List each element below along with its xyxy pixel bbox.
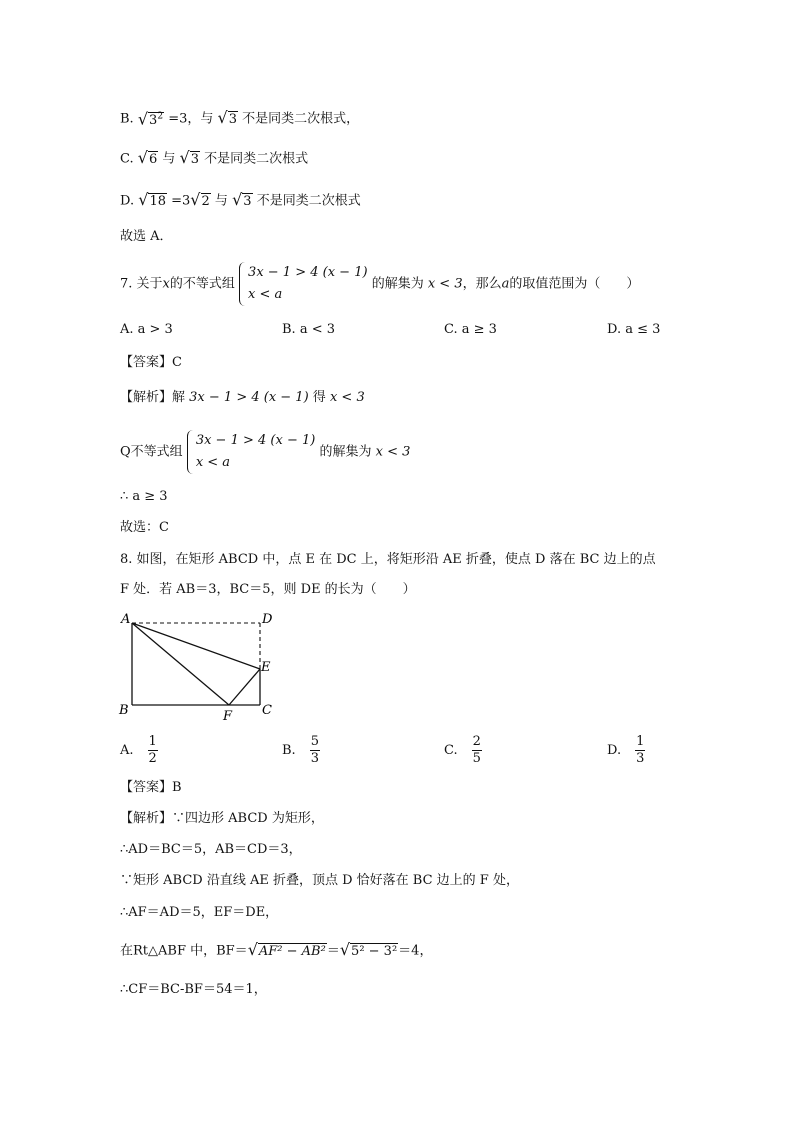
fraction xyxy=(148,734,158,767)
sqrt-3: √3 xyxy=(179,148,200,167)
fraction xyxy=(472,734,482,767)
q8-analysis-3: ∵矩形 ABCD 沿直线 AE 折叠，顶点 D 恰好落在 BC 边上的 F 处， xyxy=(120,873,519,888)
q7-analysis-sol: x < 3 xyxy=(329,390,365,405)
brace-icon xyxy=(239,262,247,306)
choose-a-line: 故选 A． xyxy=(120,229,173,244)
q8-l5-prefix: 在Rt△ABF 中，BF＝ xyxy=(120,943,248,959)
q7-therefore: ∴ a ≥ 3 xyxy=(120,489,168,504)
q7-analysis-line xyxy=(120,388,365,408)
q7-option-d: D. a ≤ 3 xyxy=(607,322,661,337)
label-c: C xyxy=(262,703,272,718)
q7-tail: 的取值范围为（ ） xyxy=(509,276,640,292)
sqrt-expression: √5² − 3² xyxy=(339,940,398,959)
numerator: 5 xyxy=(310,734,319,749)
q7-after2: ，那么 xyxy=(462,276,502,292)
sqrt-18: √18 xyxy=(138,190,166,209)
q7-system-line xyxy=(120,430,410,474)
q8-option-b xyxy=(282,734,320,767)
q7-ineq-1: 3x − 1 > 4 (x − 1) xyxy=(248,265,368,280)
q8-option-a xyxy=(120,734,158,767)
label-f: F xyxy=(223,709,233,720)
q7-var-x: x xyxy=(162,276,170,292)
option-d-label: D. xyxy=(120,193,139,209)
q7-sys-sol: x < 3 xyxy=(375,444,411,460)
q7-after: 的解集为 xyxy=(371,276,424,292)
q8-line-1: 8. 如图，在矩形 ABCD 中，点 E 在 DC 上，将矩形沿 AE 折叠，使点 D 落在 BC 边上的点 xyxy=(120,552,656,567)
q8-option-a-letter: A. xyxy=(120,743,134,758)
segment-ae xyxy=(132,623,260,669)
q7-analysis-system xyxy=(187,430,316,474)
option-c-line xyxy=(120,148,308,170)
q7-option-b: B. a < 3 xyxy=(282,322,335,337)
q8-analysis-5 xyxy=(120,940,432,962)
q7-ineq-2: x < a xyxy=(248,287,283,302)
option-c-label: C. xyxy=(120,151,138,167)
radicand-2: 5² − 3² xyxy=(351,944,398,959)
option-d-line xyxy=(120,190,361,212)
q8-option-c xyxy=(444,734,482,767)
q7-system-prefix: Q不等式组 xyxy=(120,444,183,460)
sqrt-expression: √AF² − AB² xyxy=(247,940,326,959)
rectangle-fold-figure xyxy=(116,608,286,720)
q8-option-c-letter: C. xyxy=(444,743,458,758)
q7-solution: x < 3 xyxy=(427,276,463,292)
segment-af xyxy=(132,623,229,705)
q7-sys-ineq-2: x < a xyxy=(195,455,231,470)
label-a: A xyxy=(121,612,131,627)
q7-inequality-system xyxy=(239,262,368,306)
sqrt-3: √3 xyxy=(232,190,252,209)
q7-sys-ineq-1: 3x − 1 > 4 (x − 1) xyxy=(195,433,316,448)
option-c-text: 与 xyxy=(162,151,176,167)
q7-analysis-ineq: 3x − 1 > 4 (x − 1) xyxy=(189,390,309,405)
q7-var-a: a xyxy=(501,276,510,292)
q8-l5-eq: ＝ xyxy=(326,943,340,959)
q8-analysis-1: 【解析】∵四边形 ABCD 为矩形， xyxy=(120,811,324,826)
brace-icon xyxy=(187,430,195,474)
q7-analysis-label: 【解析】解 xyxy=(120,390,186,405)
option-c-tail: 不是同类二次根式 xyxy=(204,151,309,167)
q8-option-b-letter: B. xyxy=(282,743,296,758)
q8-answer: 【答案】B xyxy=(120,780,182,795)
option-b-text: =3，与 xyxy=(168,111,214,127)
q8-l5-end: ＝4， xyxy=(398,943,433,959)
q7-middle: 的不等式组 xyxy=(169,276,235,292)
question-7 xyxy=(120,262,639,306)
sqrt-6: √6 xyxy=(137,148,158,167)
option-b-tail: 不是同类二次根式， xyxy=(242,111,360,127)
label-b: B xyxy=(119,703,129,718)
option-b-label: B. xyxy=(120,111,138,127)
q7-answer: 【答案】C xyxy=(120,355,182,370)
q7-option-c: C. a ≥ 3 xyxy=(444,322,497,337)
option-d-tail: 不是同类二次根式 xyxy=(256,193,361,209)
segment-fe xyxy=(229,669,260,705)
q7-option-a: A. a > 3 xyxy=(120,322,173,337)
option-d-text: 与 xyxy=(214,193,228,209)
sqrt-2: √2 xyxy=(190,190,210,209)
q7-prefix: 7. 关于 xyxy=(120,276,163,292)
denominator: 3 xyxy=(310,751,319,766)
fraction xyxy=(310,734,320,767)
fraction xyxy=(635,734,645,767)
denominator: 2 xyxy=(148,751,157,766)
q8-analysis-2: ∴AD＝BC＝5，AB＝CD＝3， xyxy=(120,842,302,857)
sqrt-3: √3 xyxy=(217,108,237,128)
q8-option-d-letter: D. xyxy=(607,743,622,758)
q8-line-2: F 处．若 AB＝3，BC＝5，则 DE 的长为（ ） xyxy=(120,582,416,597)
numerator: 2 xyxy=(472,734,481,749)
sqrt-3-squared: $√3^2$ xyxy=(137,109,164,129)
option-d-eq: =3 xyxy=(171,193,191,209)
q7-analysis-mid: 得 xyxy=(312,390,326,405)
q8-analysis-6: ∴CF＝BC-BF＝54＝1， xyxy=(120,982,267,997)
q7-choose: 故选：C xyxy=(120,520,169,535)
numerator: 1 xyxy=(148,734,157,749)
q8-analysis-4: ∴AF＝AD＝5，EF＝DE， xyxy=(120,905,279,920)
label-d: D xyxy=(262,612,273,627)
numerator: 1 xyxy=(636,734,645,749)
label-e: E xyxy=(261,660,271,675)
denominator: 5 xyxy=(472,751,481,766)
radicand-1: AF² − AB² xyxy=(258,944,326,959)
q7-sys-after: 的解集为 xyxy=(319,444,372,460)
denominator: 3 xyxy=(636,751,645,766)
option-b-line xyxy=(120,107,359,131)
q8-option-d xyxy=(607,734,645,767)
